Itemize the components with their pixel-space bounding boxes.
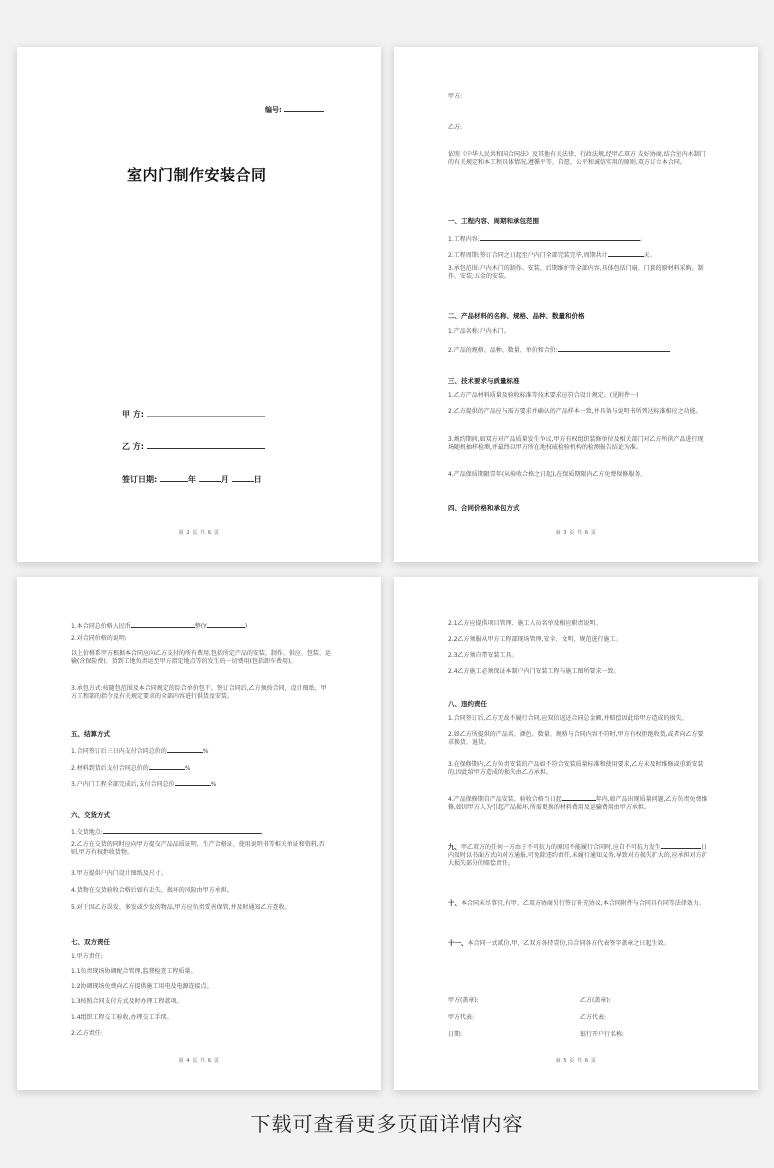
s3-line-4: 4.产品保质期限壹年(从验收合格之日起),在保质期限内乙方免费保修服务。 [448, 471, 647, 478]
date-label: 日期: [448, 1031, 463, 1038]
price-note-heading: 2.对合同价格的说明: [71, 635, 127, 642]
section-5-heading: 五、结算方式 [71, 730, 110, 738]
party-b-line: 乙方: [448, 124, 463, 131]
s6-line-5: 5.对于因乙方误发、多发或少发的物品,甲方应负责妥善保管,并及时通知乙方查收。 [71, 904, 291, 911]
price-line: 1.本合同总价格人民币 整(Y ) [71, 620, 247, 631]
contract-page-2 [394, 47, 758, 562]
bank-label: 银行开户行名称: [580, 1031, 625, 1038]
section-6-heading: 六、交货方式 [71, 811, 110, 819]
section-1-heading: 一、工程内容、周期和承包范围 [448, 217, 539, 225]
s1-line-2: 2.工程周期:签订合同之日起至户内门全部完装完毕,周期共计 天。 [448, 249, 656, 260]
cover-page [17, 47, 381, 562]
s5-line-1: 1.合同签订后三日内支付合同总价的 % [71, 745, 208, 756]
s3-line-2: 2.乙方提供的产品应与需方要求并确认的产品样本一致,并具备与说明书所列达标准相应之功能。 [448, 408, 702, 415]
contract-mode-paragraph: 3.承包方式:按随包范围及本合同规定的综合单价包干。签订合同后,乙方须按合同、设计图纸、甲方工程部的指令及有关规定要求的全部内容进行供货及安装。 [71, 685, 327, 700]
s7-line-6: 2.乙方责任: [71, 1030, 103, 1037]
s7-line-4: 1.3按照合同支付方式及时办理工程款项。 [71, 998, 183, 1005]
resp-line-2: 2.2乙方须服从甲方工程部现场管理,安全、文明、规范进行施工。 [448, 636, 622, 643]
intro-paragraph: 依照《中华人民共和国合同法》及其他有关法律、行政法规,经甲乙双方 友好协商,结合室内木制门的有关规定和本工程具体情况,遵循平等、自愿、公平和诚信实用的原则,双方订立本合同。 [448, 151, 706, 166]
price-note-paragraph: 以上价格系甲方根据本合同应向乙方支付的所有费用,包括所定产品的安装、制作、供应、包装、运输(含保险费)、货到工地负责运至甲方指定地点等的发生的一切费用(包括卸车费用)。 [71, 650, 331, 665]
s1-line-3: 3.承包范围:户内木门的制作、安装、后期维护等全部内容,具体包括门扇、门套的原材料采购、制作、安装;五金的安装。 [448, 265, 704, 280]
download-caption: 下载可查看更多页面详情内容 [250, 1112, 524, 1136]
resp-line-1: 2.1乙方应提供项目管理、施工人员名单及相应职责说明。 [448, 620, 602, 627]
section-9: 九、甲乙双方的任何一方由于不可抗力的原因不能履行合同时,应自不可抗力发生 日内及时以书面方式向对方通报,可免除违约责任,未履行通知义务,导致对方损失扩大的,应承担对方扩大损失部分的赔偿责任。 [448, 843, 708, 867]
section-7-heading: 七、双方责任 [71, 938, 110, 946]
resp-line-3: 2.3乙方须自带安装工具。 [448, 652, 518, 659]
contract-page-3 [17, 577, 381, 1090]
contract-page-4 [394, 577, 758, 1090]
s3-line-1: 1.乙方产品材料质量及验收标准等技术要求应符合设计规定。(见附件一) [448, 392, 639, 399]
sig-party-a: 甲方(盖章): [448, 997, 479, 1004]
sign-date-field: 签订日期: 年 月 日 [122, 475, 262, 484]
s3-line-3: 3.规约期间,如双方对产品质量发生争议,甲方有权组织装修单位及相关部门对乙方所供产品进行现场随机抽样检测,并最终以甲方所在地权威检验机构的检测报告结论为准。 [448, 436, 704, 451]
resp-line-4: 2.4乙方施工必须保证本制户内门安装工程与施工图所要求一致。 [448, 668, 620, 675]
s1-line-1: 1.工程内容: 。 [448, 233, 646, 244]
s6-line-4: 4.货物在交货验收合格后如有丢失、损坏的风险由甲方承担。 [71, 887, 233, 894]
s5-line-3: 3.户内门工程全部完成后,支付合同总价 % [71, 778, 216, 789]
rep-party-a: 甲方代表: [448, 1014, 475, 1021]
rep-party-b: 乙方代表: [580, 1014, 607, 1021]
s2-line-1: 1.产品名称:户内木门。 [448, 328, 510, 335]
section-2-heading: 二、产品材料的名称、规格、品种、数量和价格 [448, 312, 585, 320]
section-3-heading: 三、技术要求与质量标准 [448, 377, 520, 385]
page-footer: 第 4 页 共 6 页 [178, 1058, 220, 1064]
s7-line-2: 1.1负责现场协调配合管理,监督检查工程质量。 [71, 968, 197, 975]
section-4-heading: 四、合同价格和承包方式 [448, 504, 520, 512]
s8-line-3: 3.在保修期内,乙方负责安装的产品如不符合安装质量标准和使用要求,乙方未及时维修或重新安装的,因此给甲方造成的损失由乙方承担。 [448, 761, 704, 776]
section-11: 十一、本合同一式贰份,甲、乙双方各持壹份,自合同各方代表签字盖章之日起生效。 [448, 939, 670, 947]
sig-party-b: 乙方(盖章): [580, 997, 611, 1004]
page-footer: 第 3 页 共 6 页 [555, 530, 597, 536]
party-a-line: 甲方: [448, 93, 463, 100]
section-10: 十、本合同未尽事宜,有甲、乙双方协商另行签订补充协议,本合同附件与合同具有同等法律效力。 [448, 899, 705, 907]
s8-line-1: 1.合同签订后,乙方无故不履行合同,应双倍返还合同总金额,并赔偿因此给甲方造成的损失。 [448, 715, 688, 722]
page-footer: 第 2 页 共 6 页 [178, 530, 220, 536]
party-b-field: 乙 方: [122, 441, 265, 452]
s7-line-3: 1.2协调现场免费向乙方提供施工用电及电源连接点。 [71, 983, 213, 990]
contract-number: 编号: [265, 104, 324, 115]
contract-title: 室内门制作安装合同 [127, 166, 267, 184]
s8-line-2: 2.如乙方所提供的产品名、颜色、数量、规格与合同内容不符时,甲方有权拒绝收货,或者向乙方要求换货、退货。 [448, 731, 704, 746]
s6-line-1: 1.交货地点: 。 [71, 826, 267, 837]
s6-line-3: 3.甲方提供户内门设计图纸及尺寸。 [71, 870, 167, 877]
section-8-heading: 八、违约责任 [448, 700, 487, 708]
s8-line-4: 4.产品保修期自产品安装、验收合格当日起 年内,如产品出现质量问题,乙方负责免费维修,如因甲方人为引起产品损坏,所需更换的材料费用及运输费用由甲方承担。 [448, 793, 708, 812]
s2-line-2: 2.产品的规格、品种、数量、单价和合价: [448, 344, 670, 355]
s5-line-2: 2.材料到货后支付合同总价的 % [71, 762, 190, 773]
page-footer: 第 5 页 共 6 页 [555, 1058, 597, 1064]
s7-line-5: 1.4组织工程交工验收,办理交工手续。 [71, 1014, 173, 1021]
s7-line-1: 1.甲方责任: [71, 953, 103, 960]
party-a-field: 甲 方: [122, 409, 265, 420]
s6-line-2: 2.乙方在交货的同时应向甲方提交产品品质证明、生产合格证、使用说明书等相关单证和资料,否则,甲方有权拒收货物。 [71, 841, 325, 856]
